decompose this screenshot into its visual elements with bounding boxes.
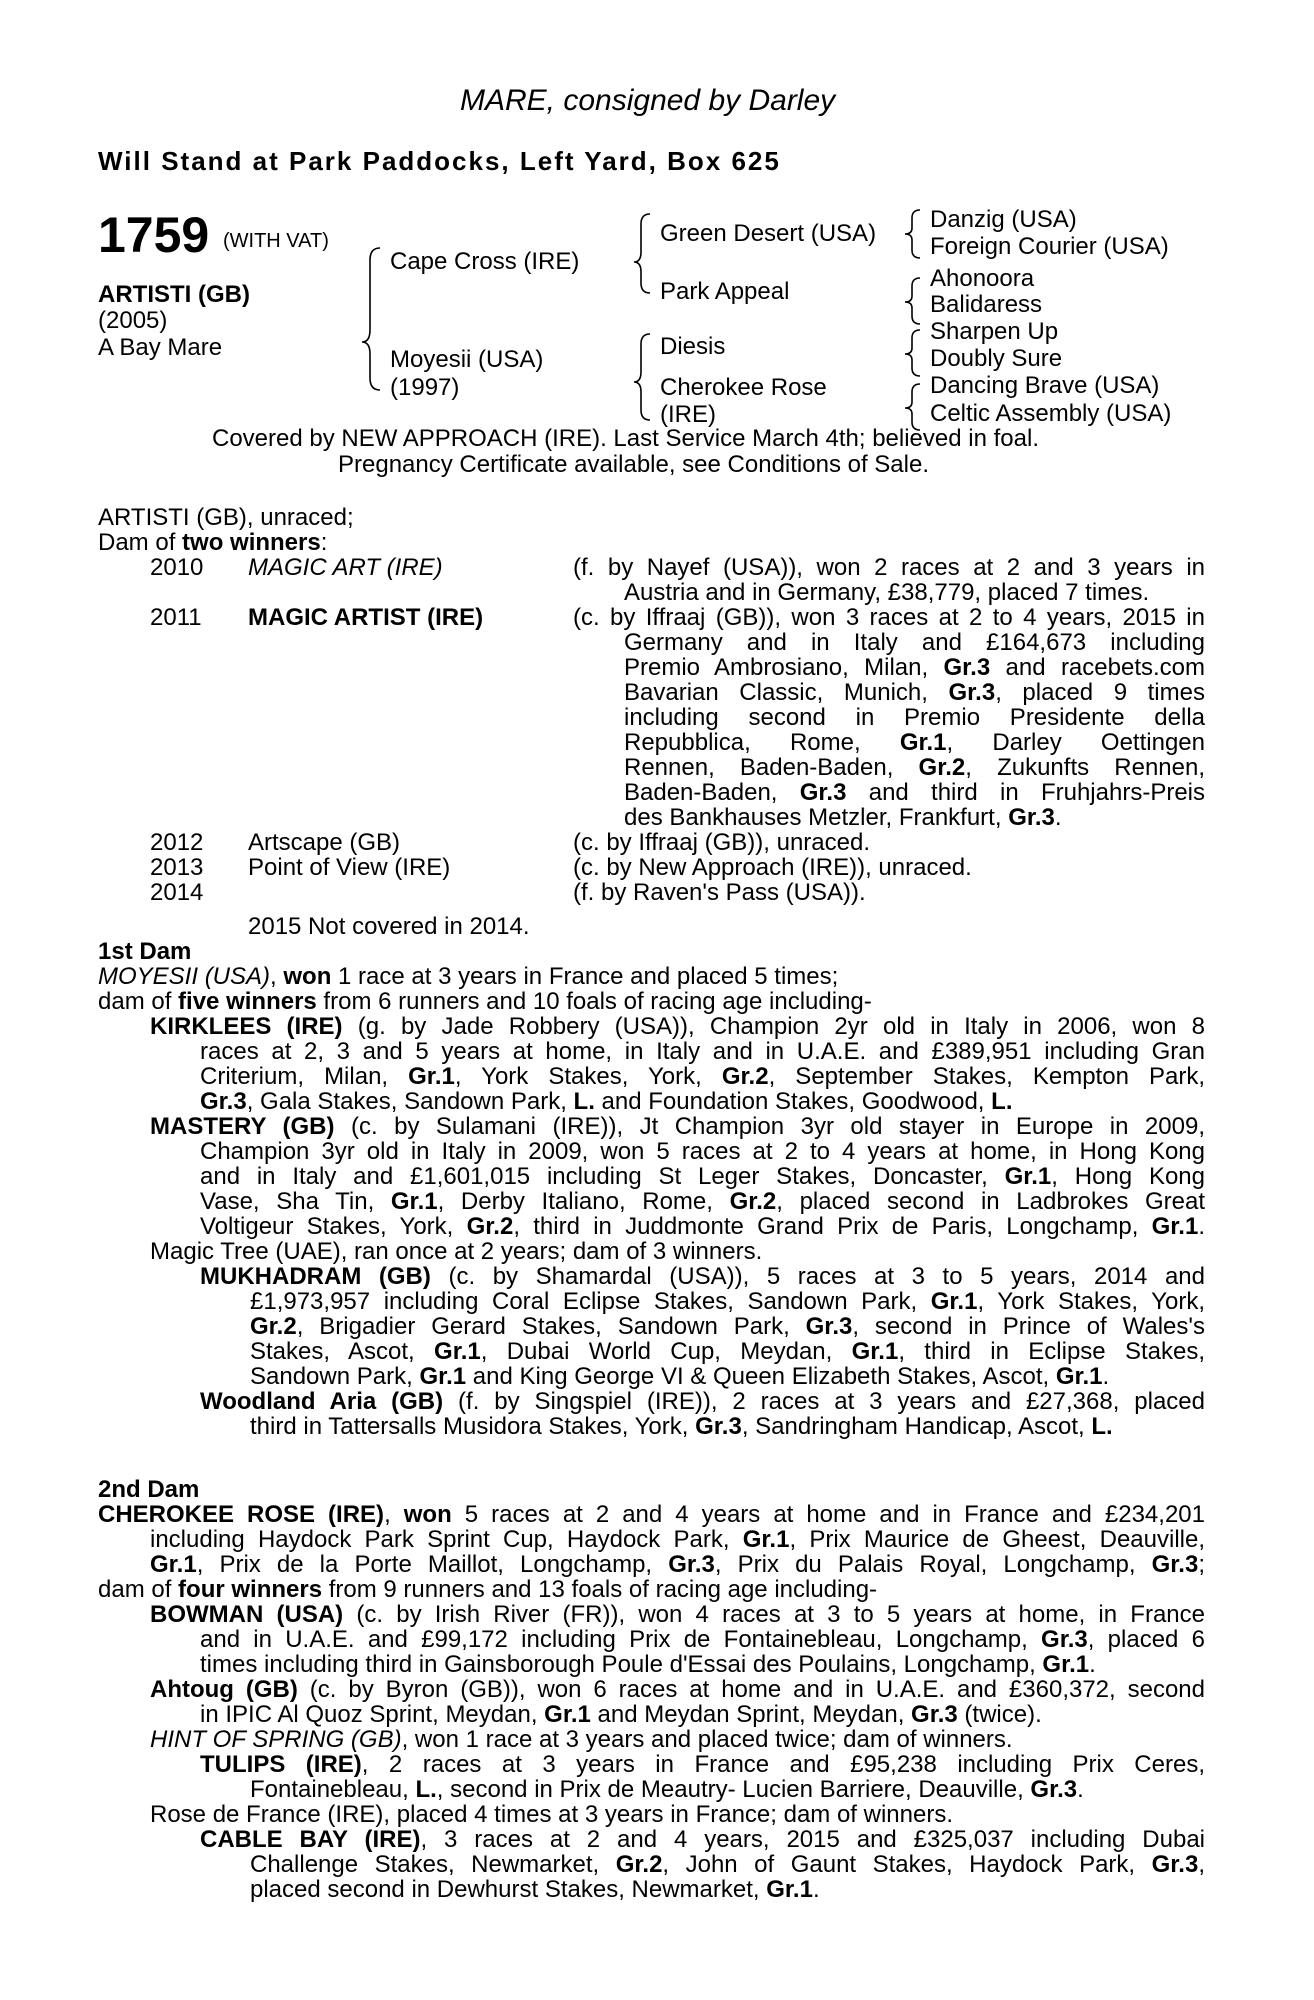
pedigree-note-line: TULIPS (IRE), 2 races at 3 years in France and £95,238 including Prix Ceres, (200, 1752, 1205, 1777)
produce-detail-line: des Bankhauses Metzler, Frankfurt, Gr.3. (624, 804, 1062, 831)
pedigree-note-line: times including third in Gainsborough Poule d'Essai des Poulains, Longchamp, Gr.1. (200, 1651, 1096, 1678)
produce-detail-line: Premio Ambrosiano, Milan, Gr.3 and racebets.com (624, 655, 1205, 680)
page-title: MARE, consigned by Darley (460, 84, 836, 117)
pedigree-note-line: Fontainebleau, L., second in Prix de Meautry- Lucien Barriere, Deauville, Gr.3. (250, 1776, 1084, 1803)
produce-detail-line: (c. by Iffraaj (GB)), won 3 races at 2 to 4 years, 2015 in (573, 605, 1205, 630)
pedigree-note-line: Vase, Sha Tin, Gr.1, Derby Italiano, Rome, Gr.2, placed second in Ladbrokes Great (200, 1189, 1205, 1214)
first-dam-heading: 1st Dam (98, 938, 192, 965)
second-dam-heading: 2nd Dam (98, 1476, 200, 1503)
produce-detail-line: Baden-Baden, Gr.3 and third in Fruhjahrs-Preis (624, 780, 1205, 805)
dam-dam: Cherokee Rose (660, 374, 827, 401)
produce-detail-line: (f. by Nayef (USA)), won 2 races at 2 and 3 years in (573, 555, 1205, 580)
pedigree-note-line: Gr.3, Gala Stakes, Sandown Park, L. and Foundation Stakes, Goodwood, L. (200, 1088, 1013, 1115)
pedigree-note-line: MOYESII (USA), won 1 race at 3 years in France and placed 5 times; (98, 963, 839, 990)
produce-name: MAGIC ART (IRE) (248, 554, 443, 581)
stand-location: Will Stand at Park Paddocks, Left Yard, Box 625 (98, 146, 781, 176)
pedigree-note-line: and in Italy and £1,601,015 including St Leger Stakes, Doncaster, Gr.1, Hong Kong (200, 1164, 1205, 1189)
horse-year: (2005) (98, 307, 168, 334)
dam-of-colon: : (320, 529, 328, 556)
pedigree-note-line: MUKHADRAM (GB) (c. by Shamardal (USA)), 5 races at 3 to 5 years, 2014 and (200, 1264, 1205, 1289)
pedigree-note-line: including Haydock Park Sprint Cup, Haydock Park, Gr.1, Prix Maurice de Gheest, Deauville, (150, 1527, 1205, 1552)
produce-dam-of (98, 530, 327, 555)
ggp-1: Danzig (USA) (930, 206, 1077, 233)
pedigree-note-line: Magic Tree (UAE), ran once at 2 years; dam of 3 winners. (150, 1238, 763, 1265)
produce-year: 2011 (150, 604, 202, 631)
dam-name: Moyesii (USA) (390, 346, 544, 373)
dam-of-text: Dam of (98, 529, 183, 556)
winners-count: two winners (182, 529, 321, 556)
produce-detail-line: Austria and in Germany, £38,779, placed 7 times. (624, 579, 1150, 606)
produce-detail-line: Rennen, Baden-Baden, Gr.2, Zukunfts Rennen, (624, 755, 1205, 780)
produce-name: Artscape (GB) (248, 829, 401, 856)
ggp-2: Foreign Courier (USA) (930, 233, 1169, 260)
ggp-3: Ahonoora (930, 265, 1035, 292)
produce-detail-line: (c. by New Approach (IRE)), unraced. (573, 854, 972, 881)
produce-detail-line: (f. by Raven's Pass (USA)). (573, 879, 866, 906)
pedigree-note-line: CABLE BAY (IRE), 3 races at 2 and 4 years, 2015 and £325,037 including Dubai (200, 1827, 1205, 1852)
horse-name: ARTISTI (GB) (98, 281, 250, 308)
dam-year: (1997) (390, 374, 460, 401)
pedigree-note-line: placed second in Dewhurst Stakes, Newmarket, Gr.1. (250, 1876, 820, 1903)
produce-detail-line: Bavarian Classic, Munich, Gr.3, placed 9 times (624, 680, 1205, 705)
sire-sire: Green Desert (USA) (660, 220, 877, 247)
pedigree-note-line: Gr.2, Brigadier Gerard Stakes, Sandown Park, Gr.3, second in Prince of Wales's (250, 1314, 1205, 1339)
produce-name: MAGIC ARTIST (IRE) (248, 604, 484, 631)
pedigree-note-line: Voltigeur Stakes, York, Gr.2, third in Juddmonte Grand Prix de Paris, Longchamp, Gr.1. (200, 1214, 1205, 1239)
ggp-8: Celtic Assembly (USA) (930, 400, 1172, 427)
pedigree-note-line: Gr.1, Prix de la Porte Maillot, Longchamp, Gr.3, Prix du Palais Royal, Longchamp, Gr.3; (150, 1552, 1205, 1577)
pedigree-note-line: HINT OF SPRING (GB), won 1 race at 3 years and placed twice; dam of winners. (150, 1726, 1013, 1753)
pedigree-note-line: dam of four winners from 9 runners and 13 foals of racing age including- (98, 1576, 878, 1603)
produce-detail-line: Repubblica, Rome, Gr.1, Darley Oettingen (624, 730, 1205, 755)
pregnancy-line: Pregnancy Certificate available, see Conditions of Sale. (338, 451, 929, 478)
produce-year: 2012 (150, 829, 204, 856)
pedigree-note-line: Champion 3yr old in Italy in 2009, won 5 races at 2 to 4 years at home, in Hong Kong (200, 1139, 1205, 1164)
sire-name: Cape Cross (IRE) (390, 248, 580, 275)
pedigree-note-line: Stakes, Ascot, Gr.1, Dubai World Cup, Meydan, Gr.1, third in Eclipse Stakes, (250, 1339, 1205, 1364)
horse-description: A Bay Mare (98, 334, 223, 361)
vat-label: (WITH VAT) (223, 230, 329, 252)
pedigree-note-line: third in Tattersalls Musidora Stakes, York, Gr.3, Sandringham Handicap, Ascot, L. (250, 1413, 1113, 1440)
pedigree-note-line: in IPIC Al Quoz Sprint, Meydan, Gr.1 and Meydan Sprint, Meydan, Gr.3 (twice). (200, 1701, 1042, 1728)
ggp-7: Dancing Brave (USA) (930, 372, 1160, 399)
produce-detail-line: (c. by Iffraaj (GB)), unraced. (573, 829, 870, 856)
pedigree-note-line: £1,973,957 including Coral Eclipse Stakes, Sandown Park, Gr.1, York Stakes, York, (250, 1289, 1205, 1314)
produce-intro: ARTISTI (GB), unraced; (98, 504, 354, 531)
produce-detail-line: including second in Premio Presidente della (624, 705, 1205, 730)
pedigree-note-line: Challenge Stakes, Newmarket, Gr.2, John of Gaunt Stakes, Haydock Park, Gr.3, (250, 1852, 1205, 1877)
produce-detail-line: Germany and in Italy and £164,673 including (624, 630, 1205, 655)
produce-note: 2015 Not covered in 2014. (248, 913, 530, 940)
sire-dam: Park Appeal (660, 278, 790, 305)
dam-sire: Diesis (660, 333, 726, 360)
pedigree-note-line: Rose de France (IRE), placed 4 times at 3 years in France; dam of winners. (150, 1801, 954, 1828)
pedigree-note-line: and in U.A.E. and £99,172 including Prix de Fontainebleau, Longchamp, Gr.3, placed 6 (200, 1627, 1205, 1652)
ggp-6: Doubly Sure (930, 345, 1063, 372)
ggp-4: Balidaress (930, 291, 1043, 318)
pedigree-note-line: Sandown Park, Gr.1 and King George VI & Queen Elizabeth Stakes, Ascot, Gr.1. (250, 1363, 1110, 1390)
produce-year: 2010 (150, 554, 204, 581)
dam-dam-suffix: (IRE) (660, 401, 716, 428)
pedigree-note-line: MASTERY (GB) (c. by Sulamani (IRE)), Jt Champion 3yr old stayer in Europe in 2009, (150, 1114, 1205, 1139)
ggp-5: Sharpen Up (930, 318, 1059, 345)
pedigree-note-line: Criterium, Milan, Gr.1, York Stakes, York, Gr.2, September Stakes, Kempton Park, (200, 1064, 1205, 1089)
pedigree-note-line: Ahtoug (GB) (c. by Byron (GB)), won 6 races at home and in U.A.E. and £360,372, second (150, 1677, 1205, 1702)
lot-number: 1759 (98, 207, 210, 263)
produce-name: Point of View (IRE) (248, 854, 451, 881)
covered-line: Covered by NEW APPROACH (IRE). Last Service March 4th; believed in foal. (212, 425, 1039, 452)
produce-year: 2013 (150, 854, 204, 881)
pedigree-note-line: KIRKLEES (IRE) (g. by Jade Robbery (USA)), Champion 2yr old in Italy in 2006, won 8 (150, 1014, 1205, 1039)
pedigree-note-line: CHEROKEE ROSE (IRE), won 5 races at 2 and 4 years at home and in France and £234,201 (98, 1502, 1205, 1527)
pedigree-note-line: Woodland Aria (GB) (f. by Singspiel (IRE)), 2 races at 3 years and £27,368, placed (200, 1389, 1205, 1414)
pedigree-note-line: races at 2, 3 and 5 years at home, in Italy and in U.A.E. and £389,951 including Gran (200, 1039, 1205, 1064)
pedigree-note-line: dam of five winners from 6 runners and 10 foals of racing age including- (98, 988, 872, 1015)
pedigree-note-line: BOWMAN (USA) (c. by Irish River (FR)), won 4 races at 3 to 5 years at home, in France (150, 1602, 1205, 1627)
produce-year: 2014 (150, 879, 204, 906)
